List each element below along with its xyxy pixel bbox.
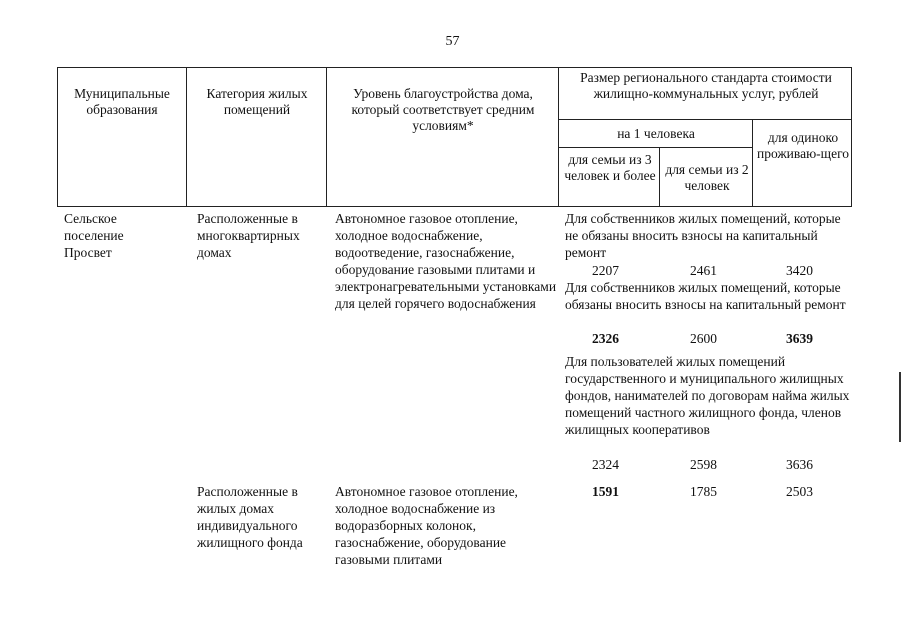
value-family3-row3: 2324	[592, 457, 619, 472]
header-family-3plus: для семьи из 3 человек и более	[564, 152, 656, 183]
header-regional-standard: Размер регионального стандарта стоимости жилищно-коммунальных услуг, рублей	[580, 70, 832, 101]
header-divider	[558, 68, 559, 206]
header-divider	[186, 68, 187, 206]
scan-mark	[899, 372, 901, 442]
value-family2-row1: 2461	[690, 263, 717, 278]
header-divider	[752, 119, 753, 206]
header-amenity-level: Уровень благоустройства дома, который соответствует средним условиям*	[351, 86, 535, 133]
amenity-apartment-buildings: Автономное газовое отопление, холодное водоснабжение, водоотведение, газоснабжение, оборудование газовыми плитами и электронагревательными установками для целей горячего водоснабжения	[335, 211, 557, 311]
note-owners-no-capital-repair: Для собственников жилых помещений, которые не обязаны вносить взносы на капитальный ремонт	[565, 211, 841, 260]
value-single-row4: 2503	[786, 484, 813, 499]
value-family3-row2: 2326	[592, 331, 619, 346]
header-single-person: для одиноко проживаю-щего	[756, 130, 850, 161]
header-divider	[326, 68, 327, 206]
category-individual-houses: Расположенные в жилых домах индивидуального жилищного фонда	[197, 484, 303, 550]
value-family2-row3: 2598	[690, 457, 717, 472]
header-municipalities: Муниципальные образования	[74, 86, 170, 117]
header-per-person: на 1 человека	[617, 126, 695, 141]
header-housing-category: Категория жилых помещений	[206, 86, 308, 117]
header-divider	[659, 147, 660, 206]
note-state-municipal-users: Для пользователей жилых помещений государственного и муниципального жилищных фондов, нанимателей по договорам найма жилых помещений частного жилищного фонда, членов жилищных кооперативов	[565, 354, 850, 437]
value-family3-row4: 1591	[592, 484, 619, 499]
header-divider	[558, 147, 752, 148]
value-family2-row4: 1785	[690, 484, 717, 499]
value-family3-row1: 2207	[592, 263, 619, 278]
note-owners-capital-repair: Для собственников жилых помещений, которые обязаны вносить взносы на капитальный ремонт	[565, 280, 846, 312]
value-single-row1: 3420	[786, 263, 813, 278]
header-family-2: для семьи из 2 человек	[665, 162, 749, 193]
amenity-individual-houses: Автономное газовое отопление, холодное водоснабжение из водоразборных колонок, газоснабжение, оборудование газовыми плитами	[335, 484, 518, 567]
value-family2-row2: 2600	[690, 331, 717, 346]
header-divider	[558, 119, 851, 120]
municipality-name: Сельское поселение Просвет	[64, 211, 124, 260]
value-single-row3: 3636	[786, 457, 813, 472]
value-single-row2: 3639	[786, 331, 813, 346]
page-number: 57	[445, 34, 460, 49]
table-header	[57, 67, 852, 207]
category-apartment-buildings: Расположенные в многоквартирных домах	[197, 211, 300, 260]
